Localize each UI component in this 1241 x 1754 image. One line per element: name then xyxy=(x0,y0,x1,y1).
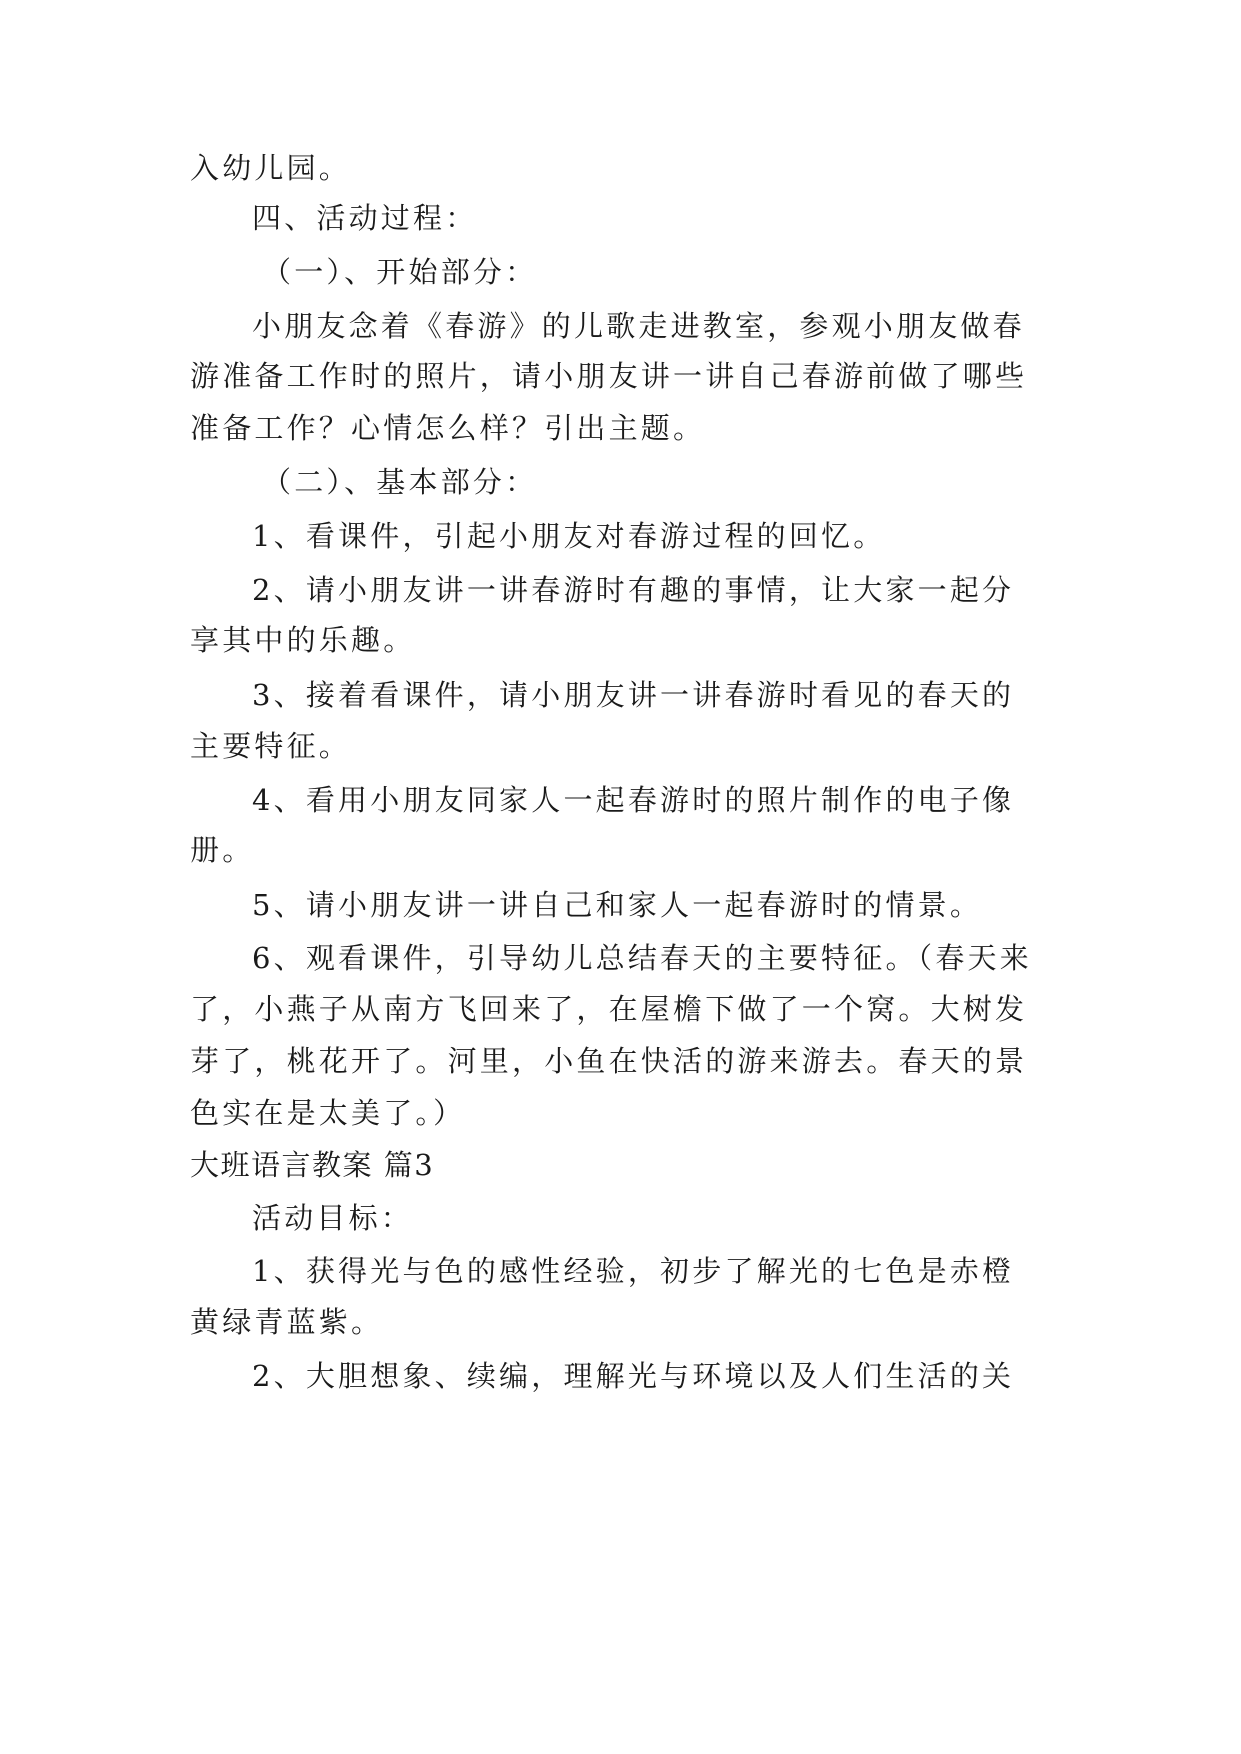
list-item: 3、接着看课件，请小朋友讲一讲春游时看见的春天的 xyxy=(252,678,1015,712)
paragraph-line: 享其中的乐趣。 xyxy=(190,623,416,657)
paragraph-line: 册。 xyxy=(190,833,255,867)
section-title: 大班语言教案 篇3 xyxy=(190,1148,435,1182)
section-heading: 四、活动过程： xyxy=(252,201,478,235)
section-heading: 活动目标： xyxy=(252,1201,414,1235)
paragraph-line: 了，小燕子从南方飞回来了，在屋檐下做了一个窝。大树发 xyxy=(190,992,1028,1026)
list-item: 1、获得光与色的感性经验，初步了解光的七色是赤橙 xyxy=(252,1254,1015,1288)
paragraph-line: 小朋友念着《春游》的儿歌走进教室，参观小朋友做春 xyxy=(252,309,1025,343)
paragraph-line: 芽了，桃花开了。河里，小鱼在快活的游来游去。春天的景 xyxy=(190,1044,1028,1078)
paragraph-line: 黄绿青蓝紫。 xyxy=(190,1305,384,1339)
list-item: 4、看用小朋友同家人一起春游时的照片制作的电子像 xyxy=(252,783,1015,817)
list-item: 5、请小朋友讲一讲自己和家人一起春游时的情景。 xyxy=(252,888,983,922)
list-item: 2、大胆想象、续编，理解光与环境以及人们生活的关 xyxy=(252,1359,1015,1393)
paragraph-line: 色实在是太美了。） xyxy=(190,1096,466,1130)
paragraph-line: 入幼儿园。 xyxy=(190,151,352,185)
paragraph-line: 游准备工作时的照片，请小朋友讲一讲自己春游前做了哪些 xyxy=(190,359,1028,393)
list-item: 1、看课件，引起小朋友对春游过程的回忆。 xyxy=(252,519,886,553)
subsection-heading: （二）、基本部分： xyxy=(262,465,538,499)
paragraph-line: 主要特征。 xyxy=(190,729,352,763)
list-item: 6、观看课件，引导幼儿总结春天的主要特征。（春天来 xyxy=(252,941,1032,975)
subsection-heading: （一）、开始部分： xyxy=(262,255,538,289)
paragraph-line: 准备工作？心情怎么样？引出主题。 xyxy=(190,411,706,445)
list-item: 2、请小朋友讲一讲春游时有趣的事情，让大家一起分 xyxy=(252,573,1015,607)
